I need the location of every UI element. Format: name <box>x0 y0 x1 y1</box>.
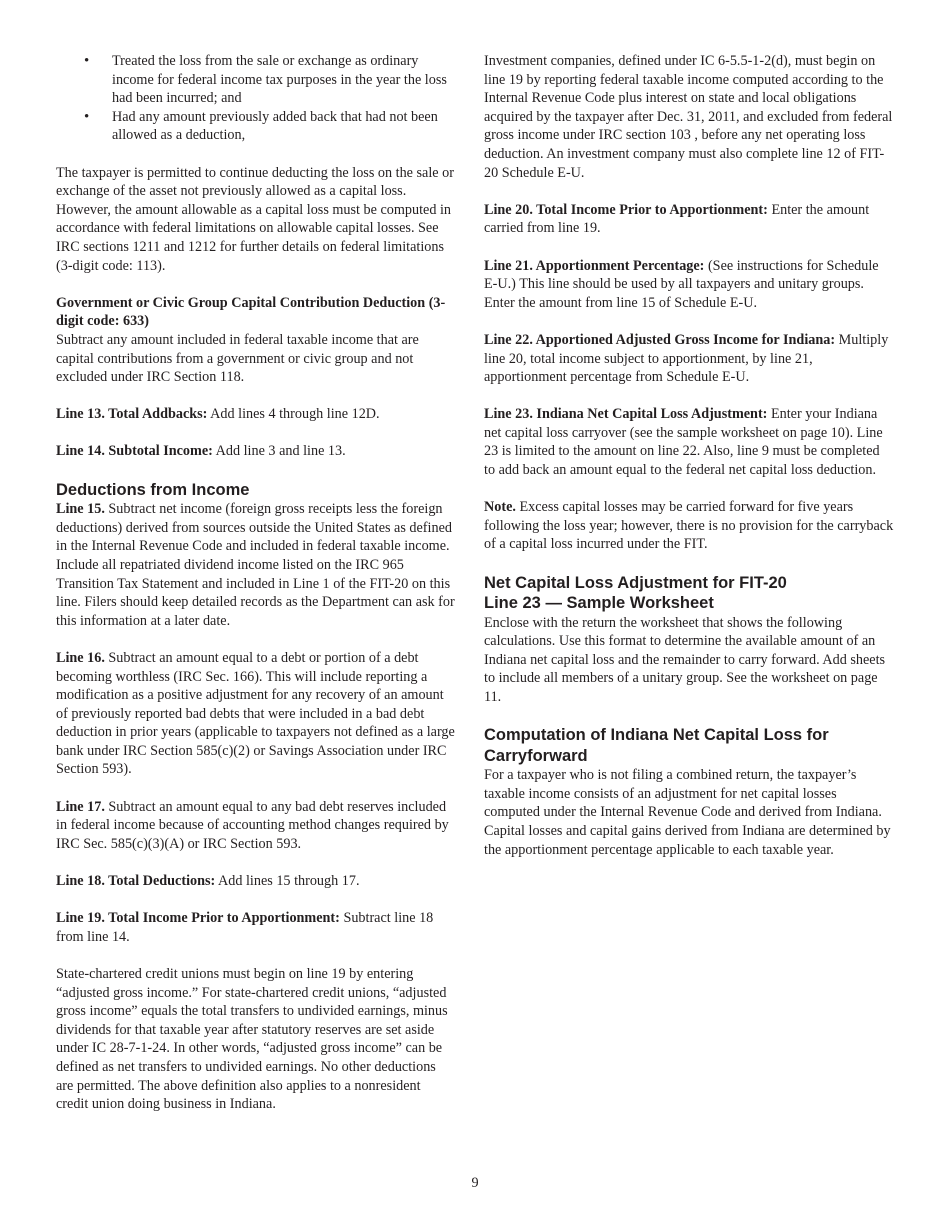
worksheet-heading-line-1: Net Capital Loss Adjustment for FIT-20 <box>484 573 787 592</box>
line-21 <box>484 257 894 313</box>
gov-contribution-section <box>56 294 456 387</box>
line-19-text: Subtract line 18 from line 14. <box>56 910 434 945</box>
gov-contribution-text: Subtract any amount included in federal taxable income that are capital contributions from a government or civic group and not excluded under IRC Section 118. <box>56 331 419 386</box>
line-14-label: Line 14. Subtotal Income: <box>56 443 213 460</box>
capital-loss-paragraph: The taxpayer is permitted to continue deducting the loss on the sale or exchange of the asset not previously allowed as a capital loss. However, the amount allowable as a capital loss must be computed in accordance with federal limitations on allowable capital losses. See IRC sections 1211 and 1212 for further details on federal limitations (3-digit code: 113). <box>56 164 454 274</box>
note-label: Note. <box>484 499 516 516</box>
line-13 <box>56 405 456 424</box>
page-number: 9 <box>471 1175 479 1191</box>
line-21-text: (See instructions for Schedule E-U.) This line should be used by all taxpayers and unitary groups. Enter the amount from line 15 of Schedule E-U. <box>484 257 879 311</box>
line-23-label: Line 23. Indiana Net Capital Loss Adjustment: <box>484 406 768 423</box>
bullet-item-1: • Treated the loss from the sale or exchange as ordinary income for federal income tax purposes in the year the loss had been incurred; and <box>56 52 456 108</box>
line-22-label: Line 22. Apportioned Adjusted Gross Income for Indiana: <box>484 331 836 348</box>
gov-contribution-heading: Government or Civic Group Capital Contribution Deduction (3-digit code: 633) <box>56 294 446 330</box>
computation-heading <box>484 725 894 766</box>
line-16 <box>56 649 456 779</box>
line-16-label: Line 16. <box>56 649 105 666</box>
left-column <box>56 52 456 1132</box>
worksheet-heading-line-2: Line 23 — Sample Worksheet <box>484 594 714 613</box>
line-17-text: Subtract an amount equal to any bad debt reserves included in federal income because of accounting method changes required by IRC Sec. 585(c)(3)(A) or IRC Section 593. <box>56 798 449 852</box>
computation-heading-line-1: Computation of Indiana Net Capital Loss for <box>484 726 829 745</box>
worksheet-heading <box>484 573 894 614</box>
credit-unions-paragraph: State-chartered credit unions must begin on line 19 by entering “adjusted gross income.” For state-chartered credit unions, “adjusted gross income” equals the total transfers to undivided earnings, minus dividends for that taxable year after statutory reserves are set aside under IC 28-7-1-24. In other words, “adjusted gross income” can be defined as net transfers to undivided earnings. No other deductions are permitted. The above definition also applies to a nonresident credit union doing business in Indiana. <box>56 966 448 1113</box>
line-18 <box>56 872 456 891</box>
line-23 <box>484 405 894 479</box>
right-column <box>484 52 894 878</box>
line-18-text: Add lines 15 through 17. <box>215 873 360 890</box>
investment-companies-paragraph: Investment companies, defined under IC 6-5.5-1-2(d), must begin on line 19 by reporting federal taxable income computed according to the Internal Revenue Code plus interest on state and local obligations acquired by the taxpayer after Dec. 31, 2011, and excluded from federal gross income under IRC section 103 , before any net operating loss deduction. An investment company must also complete line 12 of FIT-20 Schedule E-U. <box>484 53 893 181</box>
line-20-text: Enter the amount carried from line 19. <box>484 201 870 237</box>
line-13-text: Add lines 4 through line 12D. <box>207 406 380 423</box>
line-18-label: Line 18. Total Deductions: <box>56 873 216 890</box>
line-13-label: Line 13. Total Addbacks: <box>56 406 208 423</box>
note-paragraph <box>484 498 894 554</box>
line-16-text: Subtract an amount equal to a debt or portion of a debt becoming worthless (IRC Sec. 166). This will include reporting a modification as a positive adjustment for any recovery of an amount of previously reported bad debts that were included in a bad debt deduction in prior years (applicable to taxpayers not defined as a large bank under IRC Section 585(c)(2) or Savings Association under IRC Section 593). <box>56 649 455 778</box>
line-15 <box>56 500 456 630</box>
bullet-list <box>56 52 456 145</box>
line-17 <box>56 798 456 854</box>
computation-heading-line-2: Carryforward <box>484 746 588 765</box>
line-22 <box>484 331 894 387</box>
line-21-label: Line 21. Apportionment Percentage: <box>484 257 705 274</box>
line-15-label: Line 15. <box>56 501 105 518</box>
line-23-text: Enter your Indiana net capital loss carryover (see the sample worksheet on page 10). Line 23 is limited to the amount on line 22. Also, line 9 must be completed to add back an amount equal to the federal net capital loss deduction. <box>484 406 883 479</box>
line-20-label: Line 20. Total Income Prior to Apportionment: <box>484 201 768 218</box>
bullet-item-2: • Had any amount previously added back that had not been allowed as a deduction, <box>56 108 456 145</box>
note-text: Excess capital losses may be carried forward for five years following the loss year; however, there is no provision for the carryback of a capital loss incurred under the FIT. <box>484 499 894 553</box>
line-17-label: Line 17. <box>56 798 105 815</box>
line-20 <box>484 201 894 238</box>
line-15-text: Subtract net income (foreign gross receipts less the foreign deductions) derived from sources outside the United States as defined in the Internal Revenue Code and included in federal taxable income. Include all repatriated dividend income listed on the IRC 965 Transition Tax Statement and included in Line 1 of the FIT-20 on this line. Filers should keep detailed records as the Department can ask for this information at a later date. <box>56 501 455 629</box>
line-19-label: Line 19. Total Income Prior to Apportionment: <box>56 910 340 927</box>
line-14 <box>56 442 456 461</box>
computation-paragraph: For a taxpayer who is not filing a combined return, the taxpayer’s taxable income consists of an adjustment for net capital losses computed under the Internal Revenue Code and derived from Indiana. Capital losses and capital gains derived from Indiana are determined by the apportionment percentage applicable to each taxable year. <box>484 767 891 858</box>
line-19 <box>56 909 456 946</box>
deductions-heading: Deductions from Income <box>56 480 250 499</box>
worksheet-paragraph: Enclose with the return the worksheet that shows the following calculations. Use this format to determine the available amount of an Indiana net capital loss and the remainder to carry forward. Add sheets to include all members of a unitary group. See the worksheet on page 11. <box>484 614 886 705</box>
line-14-text: Add line 3 and line 13. <box>212 443 346 460</box>
line-22-text: Multiply line 20, total income subject to apportionment, by line 21, apportionment percentage from Schedule E-U. <box>484 331 889 386</box>
